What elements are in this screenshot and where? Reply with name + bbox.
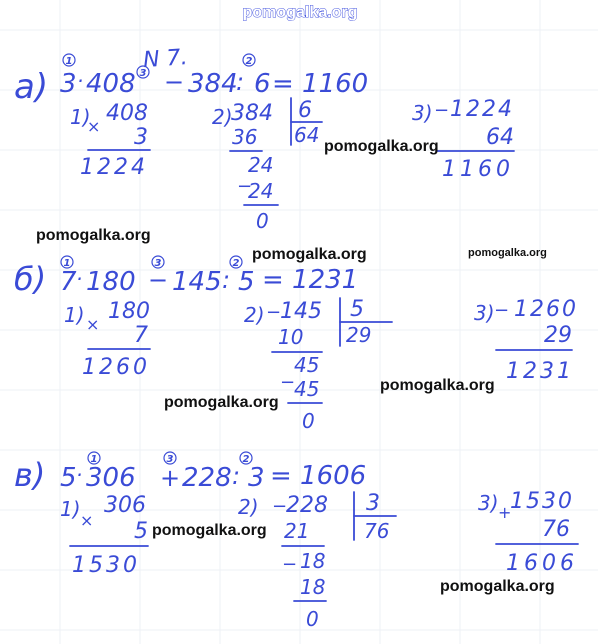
dividend: 384 [231, 101, 273, 126]
part-b-op: − [148, 266, 169, 294]
watermark: pomogalka.org [440, 578, 555, 595]
order-mark: 3 [139, 68, 147, 79]
division-line: 24 [248, 179, 274, 203]
step-number: 1) [64, 303, 85, 327]
part-b-term: 145 [172, 267, 222, 297]
part-b [14, 256, 578, 433]
factor-top: 408 [106, 101, 148, 126]
part-a-term: 6 [254, 69, 271, 99]
part-a-term: 3 [60, 69, 77, 99]
step-number: 2) [244, 303, 265, 327]
division-line: 36 [232, 125, 258, 149]
heading-number: N 7. [142, 45, 189, 74]
watermark: pomogalka.org [380, 377, 495, 394]
part-v-op: : [232, 462, 241, 490]
factor-top: 180 [108, 299, 150, 324]
watermark: pomogalka.org [324, 138, 439, 155]
minus-sign: − [266, 302, 282, 323]
order-mark: 2 [232, 258, 240, 269]
part-a [14, 45, 514, 233]
division-line: 24 [248, 153, 274, 177]
watermark: pomogalka.org [252, 246, 367, 263]
minus-sign: − [282, 554, 298, 575]
part-b-label: б) [14, 260, 47, 298]
division-line: 45 [294, 377, 320, 401]
watermark: pomogalka.org [164, 394, 279, 411]
difference: 1160 [442, 157, 514, 182]
step-number: 3) [412, 101, 433, 125]
minus-sign: − [434, 100, 450, 121]
sum: 1606 [506, 551, 578, 576]
part-a-op: · [77, 69, 84, 93]
division-line: 21 [284, 519, 310, 543]
product: 1224 [80, 155, 148, 180]
step-number: 1) [60, 497, 81, 521]
step-number: 3) [474, 301, 495, 325]
part-b-result: = 1231 [262, 265, 359, 295]
divisor: 3 [366, 491, 380, 516]
minus-sign: − [272, 496, 288, 517]
part-v-result: = 1606 [270, 461, 367, 491]
subtrahend: 29 [544, 323, 572, 348]
dividend: 145 [280, 299, 322, 324]
dividend: 228 [286, 493, 328, 518]
divisor: 5 [350, 297, 364, 322]
watermark-top: pomogalka.org [242, 4, 358, 21]
factor-bottom: 7 [134, 323, 148, 348]
part-v-term: 3 [248, 463, 265, 493]
watermark: pomogalka.org [468, 247, 547, 259]
step-number: 2) [212, 105, 233, 129]
part-a-result: = 1160 [272, 69, 369, 99]
minus-sign: − [237, 176, 253, 197]
order-mark: 2 [242, 454, 250, 465]
step-number: 2) [238, 495, 259, 519]
product: 1260 [82, 355, 150, 380]
division-line: 0 [256, 209, 269, 233]
order-mark: 1 [90, 454, 98, 465]
watermark: pomogalka.org [36, 227, 151, 244]
watermark: pomogalka.org [152, 522, 267, 539]
part-v [14, 452, 578, 631]
order-mark: 1 [65, 56, 73, 67]
multiply-sign: × [86, 315, 100, 334]
divisor: 6 [298, 98, 312, 123]
step-number: 3) [478, 491, 499, 515]
addend-top: 1530 [510, 489, 574, 514]
part-v-label: в) [14, 456, 46, 494]
order-mark: 1 [63, 258, 71, 269]
factor-top: 306 [104, 493, 146, 518]
minuend: 1260 [514, 297, 578, 322]
part-v-term: 228 [182, 463, 232, 493]
quotient: 76 [364, 519, 390, 543]
division-line: 10 [278, 325, 304, 349]
factor-bottom: 3 [134, 125, 148, 150]
product: 1530 [72, 553, 140, 578]
quotient: 64 [294, 123, 320, 147]
order-mark: 3 [166, 454, 174, 465]
factor-bottom: 5 [134, 519, 148, 544]
division-line: 18 [300, 549, 326, 573]
part-v-term: 5 [60, 463, 77, 493]
part-a-op: : [236, 68, 245, 96]
subtrahend: 64 [486, 125, 514, 150]
part-v-op: + [160, 464, 181, 492]
minuend: 1224 [450, 97, 514, 122]
quotient: 29 [346, 323, 372, 347]
minus-sign: − [280, 372, 296, 393]
part-a-label: а) [14, 67, 49, 107]
part-a-op: − [164, 68, 185, 96]
part-v-term: 306 [86, 463, 136, 493]
part-b-term: 5 [238, 267, 255, 297]
minus-sign: − [494, 300, 510, 321]
part-b-term: 7 [60, 267, 77, 297]
part-b-op: · [76, 267, 83, 291]
division-line: 18 [300, 575, 326, 599]
difference: 1231 [506, 359, 574, 384]
division-line: 45 [294, 353, 320, 377]
part-b-term: 180 [86, 267, 136, 297]
addend-bottom: 76 [542, 517, 570, 542]
part-a-term: 408 [86, 69, 136, 99]
multiply-sign: × [80, 511, 94, 530]
part-b-op: : [222, 266, 231, 294]
multiply-sign: × [87, 117, 101, 136]
step-number: 1) [70, 105, 91, 129]
part-v-op: · [76, 463, 83, 487]
plus-sign: + [498, 503, 512, 522]
part-a-term: 384 [188, 69, 238, 99]
order-mark: 3 [154, 258, 162, 269]
division-line: 0 [306, 607, 319, 631]
division-line: 0 [302, 409, 315, 433]
order-mark: 2 [245, 56, 253, 67]
